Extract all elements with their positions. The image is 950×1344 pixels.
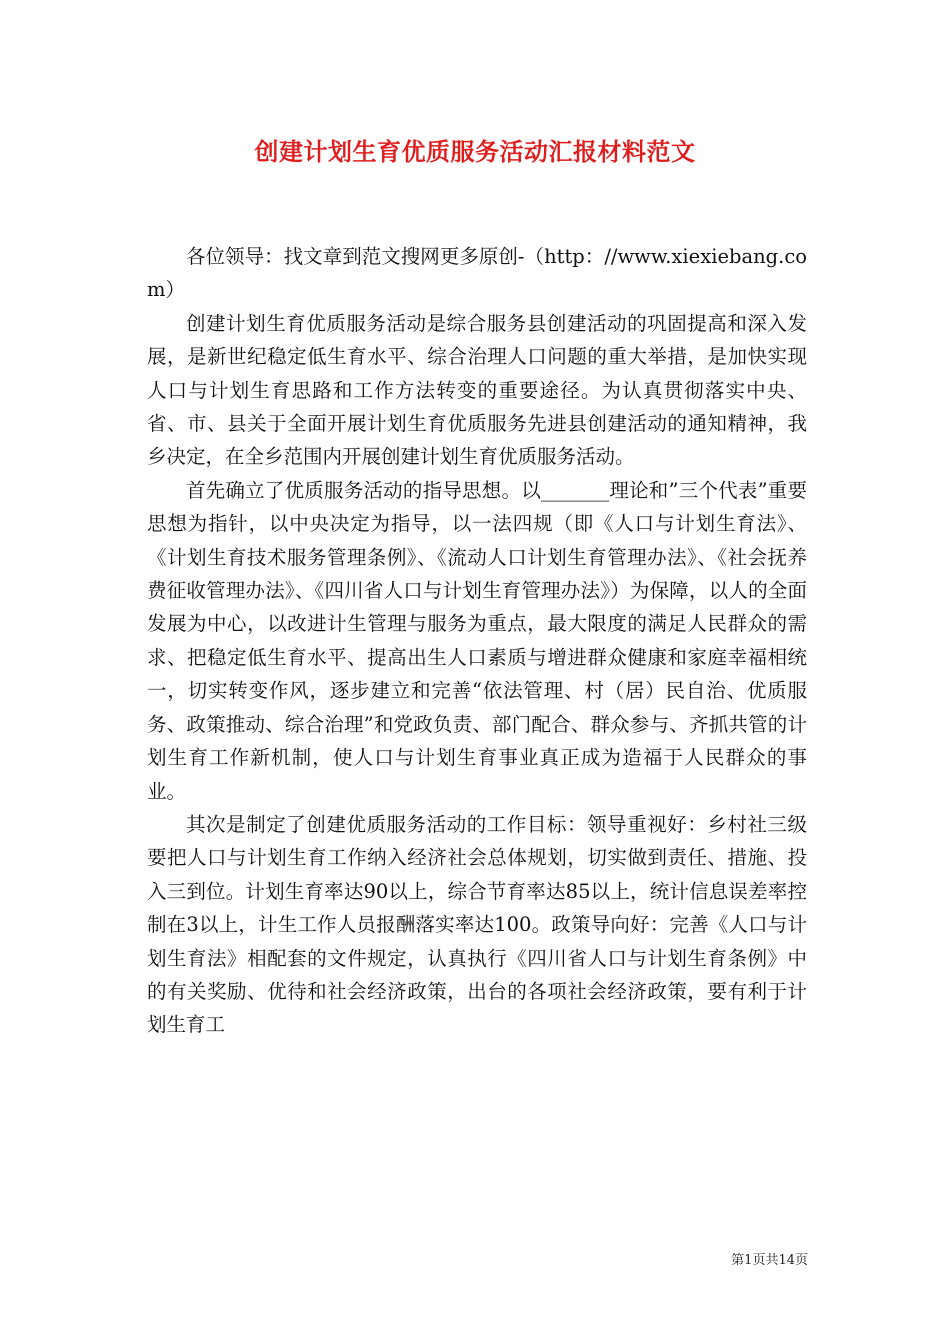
paragraph-guiding-thought: 首先确立了优质服务活动的指导思想。以_______理论和”三个代表”重要思想为指针，以中央决定为指导，以一法四规（即《人口与计划生育法》、《计划生育技术服务管理条例》、《流动人口计划生育管理办法》、《社会抚养费征收管理办法》、《四川省人口与计划生育管理办法》）为保障，以人的全面发展为中心，以改进计生管理与服务为重点，最大限度的满足人民群众的需求、把稳定低生育水平、提高出生人口素质与增进群众健康和家庭幸福相统一，切实转变作风，逐步建立和完善“依法管理、村（居）民自治、优质服务、政策推动、综合治理”和党政负责、部门配合、群众参与、齐抓共管的计划生育工作新机制，使人口与计划生育事业真正成为造福于人民群众的事业。 — [147, 478, 807, 803]
page-number: 第1页共14页 — [731, 1253, 808, 1268]
paragraph-intro: 创建计划生育优质服务活动是综合服务县创建活动的巩固提高和深入发展，是新世纪稳定低生育水平、综合治理人口问题的重大举措，是加快实现人口与计划生育思路和工作方法转变的重要途径。为认真贯彻落实中央、省、市、县关于全面开展计划生育优质服务先进县创建活动的通知精神，我乡决定，在全乡范围内开展创建计划生育优质服务活动。 — [147, 311, 807, 469]
paragraph-greeting: 各位领导：找文章到范文搜网更多原创-（http：//www.xiexiebang.com） — [147, 245, 807, 302]
document-body — [147, 240, 807, 1042]
paragraph-work-goals: 其次是制定了创建优质服务活动的工作目标：领导重视好：乡村社三级要把人口与计划生育工作纳入经济社会总体规划，切实做到责任、措施、投入三到位。计划生育率达90以上，综合节育率达85以上，统计信息误差率控制在3以上，计生工作人员报酬落实率达100。政策导向好：完善《人口与计划生育法》相配套的文件规定，认真执行《四川省人口与计划生育条例》中的有关奖励、优待和社会经济政策，出台的各项社会经济政策，要有利于计划生育工 — [147, 812, 807, 1037]
document-title: 创建计划生育优质服务活动汇报材料范文 — [254, 137, 696, 166]
